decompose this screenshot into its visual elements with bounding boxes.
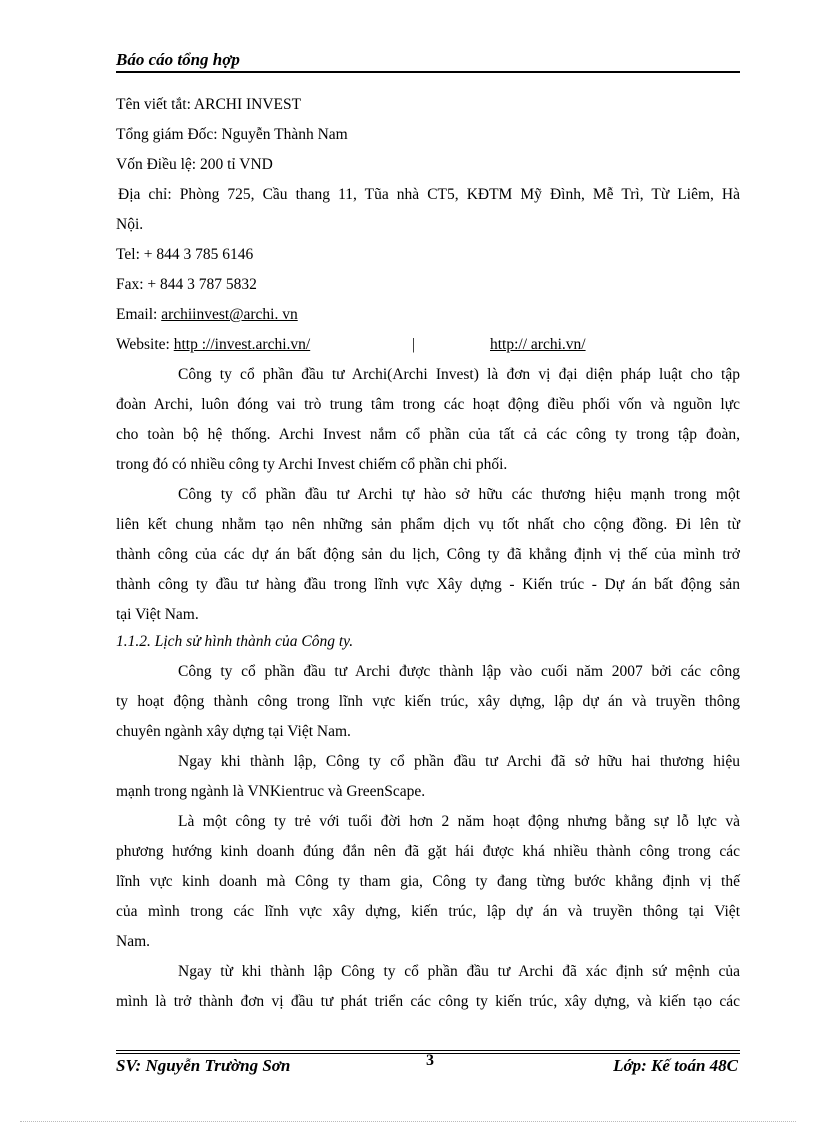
tel-line: Tel: + 844 3 785 6146 <box>116 246 254 263</box>
abbrev-line: Tên viết tắt: ARCHI INVEST <box>116 96 302 113</box>
paragraph-line: của mình trong các lĩnh vực xây dựng, kiến trúc, lập dự án và truyền thông tại Việt <box>116 903 740 920</box>
paragraph-line: thành công của các dự án bất động sản du lịch, Công ty đã khẳng định vị thế của mình trở <box>116 546 740 563</box>
address-line-2: Nội. <box>116 216 144 233</box>
paragraph-line: Là một công ty trẻ với tuổi đời hơn 2 năm hoạt động nhưng bằng sự lỗ lực và <box>178 813 740 830</box>
paragraph-line: thành công ty đầu tư hàng đầu trong lĩnh vực Xây dựng - Kiến trúc - Dự án bất động sản <box>116 576 740 593</box>
paragraph-line: đoàn Archi, luôn đóng vai trò trung tâm trong các hoạt động điều phối vốn và nguồn lực <box>116 396 740 413</box>
website-label: Website: <box>116 336 174 353</box>
website-line <box>116 335 740 355</box>
website-link-archi-wrap <box>490 335 586 355</box>
page-edge <box>20 1121 796 1122</box>
paragraph-line: chuyên ngành xây dựng tại Việt Nam. <box>116 723 351 740</box>
capital-line: Vốn Điều lệ: 200 tỉ VND <box>116 156 273 173</box>
paragraph-line: Ngay khi thành lập, Công ty cổ phần đầu tư Archi đã sở hữu hai thương hiệu <box>178 753 740 770</box>
footer-student: SV: Nguyễn Trường Sơn <box>116 1056 291 1075</box>
paragraph-line: mình là trở thành đơn vị đầu tư phát triển các công ty kiến trúc, xây dựng, và kiến tạo các <box>116 993 740 1010</box>
page-header-title: Báo cáo tổng hợp <box>116 50 240 69</box>
paragraph-line: tại Việt Nam. <box>116 606 199 623</box>
address-line-1: Địa chỉ: Phòng 725, Cầu thang 11, Tũa nhà CT5, KĐTM Mỹ Đình, Mễ Trì, Từ Liêm, Hà <box>118 186 740 203</box>
website-separator: | <box>412 336 416 353</box>
paragraph-line: ty hoạt động thành công trong lĩnh vực kiến trúc, xây dựng, lập dự án và truyền thông <box>116 693 740 710</box>
paragraph-line: Công ty cổ phần đầu tư Archi được thành lập vào cuối năm 2007 bởi các công <box>178 663 740 680</box>
section-heading: 1.1.2. Lịch sử hình thành của Công ty. <box>116 633 354 650</box>
paragraph-line: Ngay từ khi thành lập Công ty cổ phần đầu tư Archi đã xác định sứ mệnh của <box>178 963 740 980</box>
paragraph-line: mạnh trong ngành là VNKientruc và GreenScape. <box>116 783 426 800</box>
paragraph-line: Nam. <box>116 933 151 950</box>
website-link-invest[interactable]: http ://invest.archi.vn/ <box>173 336 311 353</box>
header-rule <box>116 71 740 73</box>
paragraph-line: Công ty cổ phần đầu tư Archi(Archi Invest) là đơn vị đại diện pháp luật cho tập <box>178 366 740 383</box>
footer-class: Lớp: Kế toán 48C <box>613 1056 738 1075</box>
paragraph-line: trong đó có nhiều công ty Archi Invest chiếm cổ phần chi phối. <box>116 456 508 473</box>
paragraph-line: Công ty cổ phần đầu tư Archi tự hào sở hữu các thương hiệu mạnh trong một <box>178 486 740 503</box>
email-link[interactable]: archiinvest@archi. vn <box>161 306 298 323</box>
ceo-line: Tổng giám Đốc: Nguyễn Thành Nam <box>116 126 348 143</box>
footer-rule-top <box>116 1050 740 1051</box>
paragraph-line: cho toàn bộ hệ thống. Archi Invest nắm cổ phần của tất cả các công ty trong tập đoàn, <box>116 426 740 443</box>
website-link-archi[interactable]: http:// archi.vn/ <box>490 336 586 353</box>
email-label: Email: <box>116 306 162 323</box>
paragraph-line: phương hướng kinh doanh đúng đắn nên đã gặt hái được khá nhiều thành công trong các <box>116 843 740 860</box>
page-number: 3 <box>426 1052 434 1069</box>
paragraph-line: liên kết chung nhằm tạo nên những sản phẩm dịch vụ tốt nhất cho cộng đồng. Đi lên từ <box>116 516 740 533</box>
paragraph-line: lĩnh vực kinh doanh mà Công ty tham gia, Công ty đang từng bước khẳng định vị thế <box>116 873 740 890</box>
email-line <box>116 305 740 325</box>
fax-line: Fax: + 844 3 787 5832 <box>116 276 257 293</box>
